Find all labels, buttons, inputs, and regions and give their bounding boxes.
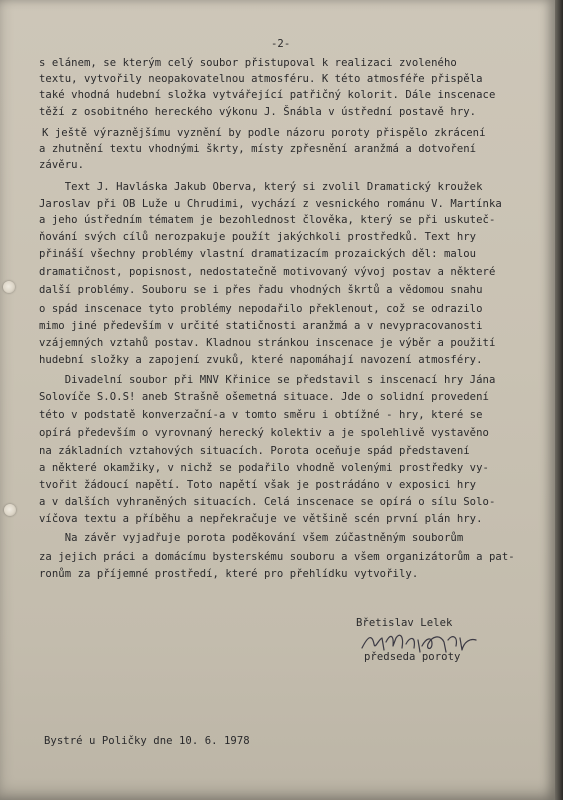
text-line: těží z osobitného hereckého výkonu J. Šnábla v ústřední postavě hry. [39,106,477,118]
text-line: této v podstatě konverzační-a v tomto směru i obtížné - hry, které se [39,409,483,421]
text-line: víčova textu a příběhu a nepřekračuje ve většině scén první plán hry. [39,513,483,525]
text-line: textu, vytvořily neopakovatelnou atmosféru. K této atmosféře přispěla [39,73,483,85]
text-line: také vhodná hudební složka vytvářející patřičný kolorit. Dále inscenace [39,89,496,101]
text-line: o spád inscenace tyto problémy nepodařilo překlenout, což se odrazilo [39,303,483,315]
text-line: přináší všechny problémy vlastní dramatizacím prozaických děl: malou [39,248,477,260]
punch-hole-bottom [4,504,16,516]
text-line: K ještě výraznějšímu vyznění by podle názoru poroty přispělo zkrácení [42,127,486,139]
text-line: mimo jiné především v určité statičnosti aranžmá a v nevypracovanosti [39,320,483,332]
text-line: a některé okamžiky, v nichž se podařilo vhodně volenými prostředky vy- [39,462,489,474]
page-number: -2- [271,38,291,50]
text-line: Divadelní soubor při MNV Křinice se představil s inscenací hry Jána [39,374,496,386]
text-line: Text J. Havláska Jakub Oberva, který si zvolil Dramatický kroužek [39,181,483,193]
text-line: na základních vztahových situacích. Porota oceňuje spád představení [39,445,470,457]
text-line: a zhutnění textu vhodnými škrty, místy zpřesnění aranžmá a dotvoření [39,143,477,155]
text-line: ronům za příjemné prostředí, které pro přehlídku vytvořily. [39,568,419,580]
page-edge-shadow [555,0,563,800]
text-line: dramatičnost, popisnost, nedostatečně motivovaný vývoj postav a některé [39,266,496,278]
text-line: za jejich práci a domácímu bysterskému souboru a všem organizátorům a pat- [39,551,515,563]
text-line: opírá především o vyrovnaný herecký kolektiv a je spolehlivě vystavěno [39,427,489,439]
text-line: a jeho ústředním tématem je bezohlednost člověka, který se při uskuteč- [39,214,496,226]
text-line: Solovíče S.O.S! aneb Strašně ošemetná situace. Jde o solidní provedení [39,391,489,403]
text-line: další problémy. Souboru se i přes řadu vhodných škrtů a vědomou snahu [39,284,483,296]
text-line: s elánem, se kterým celý soubor přistupoval k realizaci zvoleného [39,57,457,69]
signatory-role: předseda poroty [364,651,461,663]
text-line: a v dalších vyhraněných situacích. Celá inscenace se opírá o sílu Solo- [39,496,496,508]
text-line: závěru. [39,159,84,171]
signatory-name: Břetislav Lelek [356,617,453,629]
text-line: Na závěr vyjadřuje porota poděkování všem zúčastněným souborům [39,532,464,544]
text-line: hudební složky a zapojení zvuků, které napomáhají navození atmosféry. [39,354,483,366]
punch-hole-top [3,281,15,293]
text-line: tvořit žádoucí napětí. Toto napětí však je postrádáno v exposici hry [39,479,477,491]
place-date: Bystré u Poličky dne 10. 6. 1978 [44,735,250,747]
text-line: vzájemných vztahů postav. Kladnou stránkou inscenace je výběr a použití [39,337,496,349]
text-line: ňování svých cílů nerozpakuje použít jakýchkoli prostředků. Text hry [39,231,477,243]
text-line: Jaroslav při OB Luže u Chrudimi, vychází z vesnického románu V. Martínka [39,198,502,210]
